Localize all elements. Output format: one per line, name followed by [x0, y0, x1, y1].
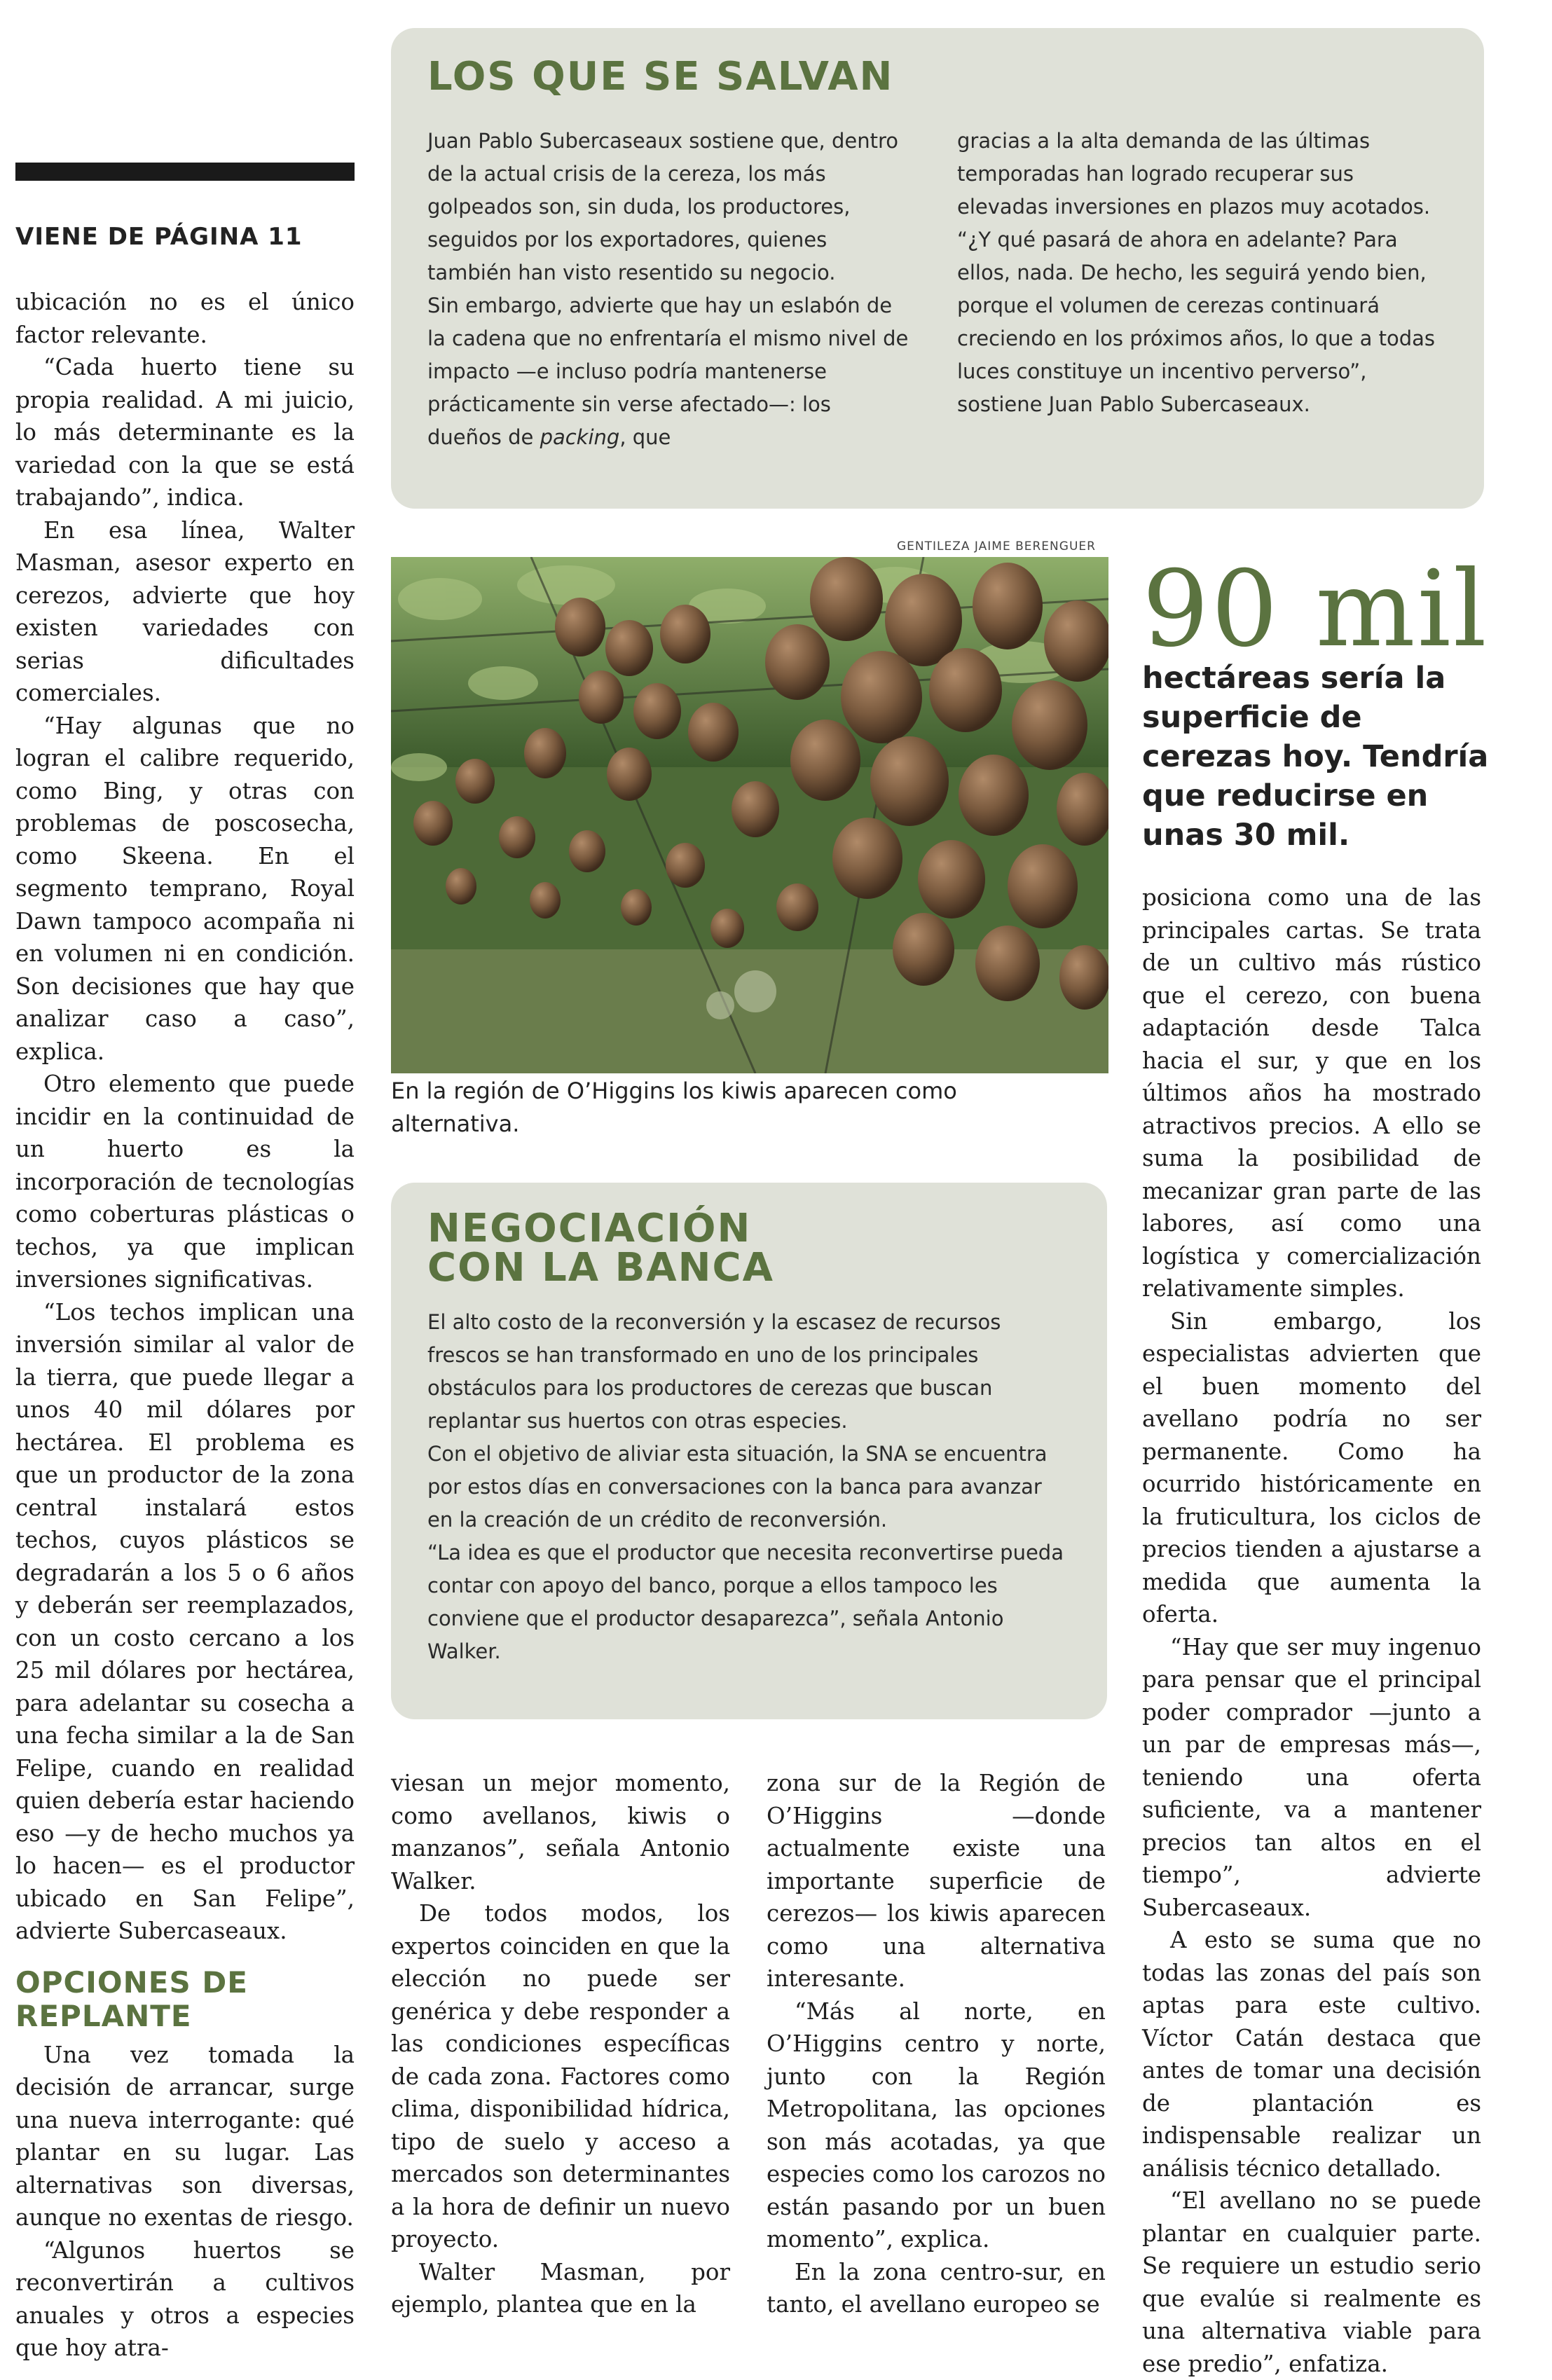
box-column-2 [957, 125, 1448, 421]
paragraph: Otro elemento que puede incidir en la continuidad de un huerto es la incorporación de tecnologías como coberturas plásticas o techos, ya que implican inversiones significativas. [15, 1071, 355, 1293]
section-subhead: OPCIONES DE REPLANTE [15, 1965, 248, 2033]
section-rule [15, 163, 355, 181]
highlight-text: hectáreas sería la superficie de cerezas hoy. Tendría que reducirse en unas 30 mil. [1142, 661, 1489, 853]
box-paragraph: El alto costo de la reconversión y la escasez de recursos frescos se han transformado en uno de los principales obstáculos para los productores de cerezas que buscan replantar sus huertos con otras especies. [427, 1310, 1001, 1433]
kiwi-orchard-photo [391, 557, 1108, 1073]
box-body [427, 1306, 1072, 1668]
paragraph: “Más al norte, en O’Higgins centro y norte, junto con la Región Metropolitana, las opciones son más acotadas, ya que especies como los carozos no están pasando por un buen momento”, explica. [767, 1997, 1106, 2252]
paragraph: viesan un mejor momento, como avellanos, kiwis o manzanos”, señala Antonio Walker. [391, 1770, 730, 1894]
box-column-1 [427, 125, 909, 454]
paragraph: Walter Masman, por ejemplo, plantea que en la [391, 2258, 730, 2318]
box-paragraph: “¿Y qué pasará de ahora en adelante? Para ellos, nada. De hecho, les seguirá yendo bien, porque el volumen de cerezas continuará creciendo en los próximos años, lo que a todas luces constituye un incentivo perverso”, sostiene Juan Pablo Subercaseaux. [957, 228, 1436, 416]
left-column [15, 286, 355, 2365]
paragraph: En esa línea, Walter Masman, asesor experto en cerezos, advierte que hoy existen variedades con serias dificultades comerciales. [15, 516, 355, 706]
box-title-line-1: NEGOCIACIÓN [427, 1206, 752, 1251]
paragraph: Sin embargo, los especialistas advierten que el buen momento del avellano podría no ser permanente. Como ha ocurrido históricamente en la fruticultura, los ciclos de precios tienden a ajustarse a medida que aumenta la oferta. [1142, 1307, 1481, 1628]
right-column [1142, 881, 1481, 2380]
box-title-line-2: CON LA BANCA [427, 1245, 774, 1291]
paragraph: Una vez tomada la decisión de arrancar, surge una nueva interrogante: qué plantar en su lugar. Las alternativas son diversas, aunque no exentas de riesgo. [15, 2041, 355, 2231]
box-paragraph: Con el objetivo de aliviar esta situación, la SNA se encuentra por estos días en conversaciones con la banca para avanzar en la creación de un crédito de reconversión. [427, 1442, 1048, 1532]
paragraph: “Hay algunas que no logran el calibre requerido, como Bing, y otras con problemas de poscosecha, como Skeena. En el segmento temprano, Royal Dawn tampoco acompaña ni en volumen ni en condición. Son decisiones que hay que analizar caso a caso”, explica. [15, 712, 355, 1065]
photo-credit: GENTILEZA JAIME BERENGUER [897, 539, 1096, 553]
continued-from-label: VIENE DE PÁGINA 11 [15, 223, 303, 251]
paragraph: “Algunos huertos se reconvertirán a cultivos anuales y otros a especies que hoy atra- [15, 2236, 355, 2361]
sidebar-box-banca [391, 1183, 1107, 1719]
paragraph: “Los techos implican una inversión similar al valor de la tierra, que puede llegar a unos 40 mil dólares por hectárea. El problema es que un productor de la zona central instalará estos techos, cuyos plásticos se degradarán a los 5 o 6 años y deberán ser reemplazados, con un costo cercano a los 25 mil dólares por hectárea, para adelantar su cosecha a una fecha similar a la de San Felipe, cuando en realidad quien debería estar haciendo eso —y de hecho muchos ya lo hacen— es el productor ubicado en San Felipe”, advierte Subercaseaux. [15, 1298, 355, 1944]
paragraph: zona sur de la Región de O’Higgins —donde actualmente existe una importante superficie de cerezos— los kiwis aparecen como una alternativa interesante. [767, 1770, 1106, 1992]
sidebar-box-salvan [391, 28, 1484, 509]
box-paragraph: Sin embargo, advierte que hay un eslabón de la cadena que no enfrentaría el mismo nivel de impacto —e incluso podría mantenerse prácticamente sin verse afectado—: los dueños de packing, que [427, 294, 909, 449]
middle-column-1 [391, 1767, 730, 2321]
photo-caption: En la región de O’Higgins los kiwis aparecen como alternativa. [391, 1078, 957, 1137]
paragraph: “Cada huerto tiene su propia realidad. A mi juicio, lo más determinante es la variedad con la que se está trabajando”, indica. [15, 354, 355, 511]
highlight-number: 90 mil [1142, 549, 1489, 670]
box-paragraph: Juan Pablo Subercaseaux sostiene que, dentro de la actual crisis de la cereza, los más golpeados son, sin duda, los productores, seguidos por los exportadores, quienes también han visto resentido su negocio. [427, 129, 898, 284]
paragraph: A esto se suma que no todas las zonas del país son aptas para este cultivo. Víctor Catán destaca que antes de tomar una decisión de plantación es indispensable realizar un análisis técnico detallado. [1142, 1927, 1481, 2182]
paragraph: “Hay que ser muy ingenuo para pensar que el principal poder comprador —junto a un par de empresas más—, teniendo una oferta suficiente, va a mantener precios tan altos en el tiempo”, advierte Subercaseaux. [1142, 1633, 1481, 1921]
paragraph: En la zona centro-sur, en tanto, el avellano europeo se [767, 2258, 1106, 2318]
middle-column-2 [767, 1767, 1106, 2321]
paragraph: posiciona como una de las principales cartas. Se trata de un cultivo más rústico que el cerezo, con buena adaptación desde Talca hacia el sur, y que en los últimos años ha mostrado atractivos precios. A ello se suma la posibilidad de mecanizar gran parte de las labores, así como una logística y comercialización relativamente simples. [1142, 884, 1481, 1302]
box-title: LOS QUE SE SALVAN [427, 54, 894, 99]
box-paragraph: “La idea es que el productor que necesita reconvertirse pueda contar con apoyo del banco, porque a ellos tampoco les conviene que el productor desaparezca”, señala Antonio Walker. [427, 1541, 1064, 1663]
box-paragraph: gracias a la alta demanda de las últimas temporadas han logrado recuperar sus elevadas inversiones en plazos muy acotados. [957, 129, 1431, 219]
paragraph: De todos modos, los expertos coinciden en que la elección no puede ser genérica y debe responder a las condiciones específicas de cada zona. Factores como clima, disponibilidad hídrica, tipo de suelo y acceso a mercados son determinantes a la hora de definir un nuevo proyecto. [391, 1900, 730, 2252]
paragraph: ubicación no es el único factor relevante. [15, 289, 355, 348]
emphasis: packing [540, 425, 620, 449]
paragraph: “El avellano no se puede plantar en cualquier parte. Se requiere un estudio serio que evalúe si realmente es una alternativa viable para ese predio”, enfatiza. [1142, 2187, 1481, 2377]
